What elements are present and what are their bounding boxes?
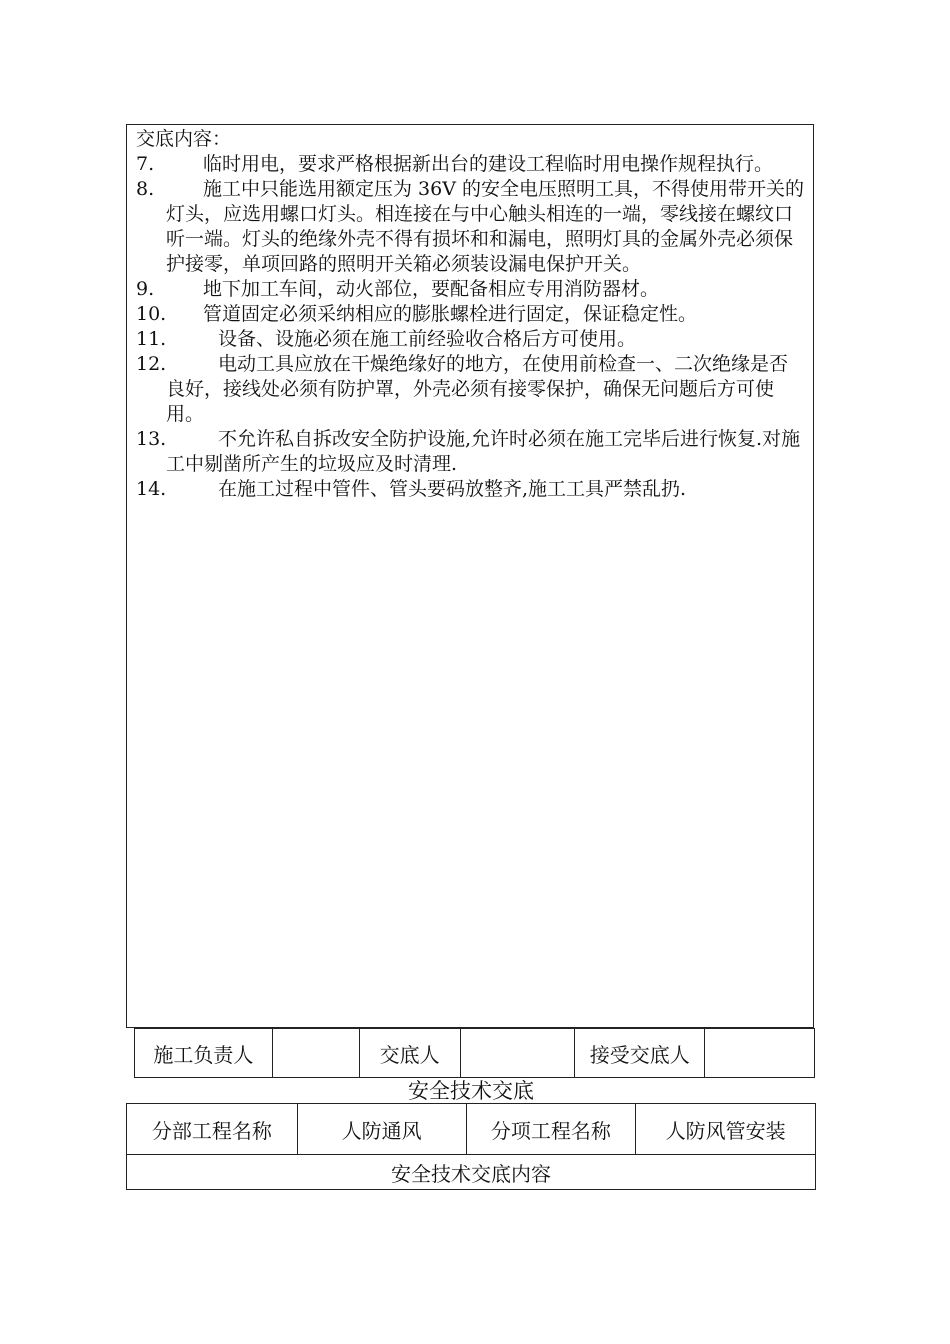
- list-item: [136, 177, 804, 277]
- division-name-value: 人防通风: [297, 1104, 466, 1155]
- item-number: 7.: [136, 153, 155, 175]
- receiver-field[interactable]: [705, 1029, 815, 1078]
- item-text: 施工中只能选用额定压为 36V 的安全电压照明工具，不得使用带开关的灯头，应选用螺口灯头。相连接在与中心触头相连的一端，零线接在螺纹口听一端。灯头的绝缘外壳不得有损坏和和漏电，照明灯具的金属外壳必须保护接零，单项回路的照明开关箱必须装设漏电保护开关。: [166, 178, 804, 275]
- item-number: 11.: [136, 328, 167, 350]
- item-text: 地下加工车间，动火部位，要配备相应专用消防器材。: [203, 278, 660, 300]
- list-item: [136, 327, 804, 352]
- content-header: 交底内容：: [136, 128, 232, 150]
- project-info-table: [126, 1103, 816, 1190]
- division-name-label: 分部工程名称: [127, 1104, 298, 1155]
- item-number: 12.: [136, 353, 167, 375]
- item-text: 临时用电，要求严格根据新出台的建设工程临时用电操作规程执行。: [203, 153, 774, 175]
- discloser-field[interactable]: [460, 1029, 575, 1078]
- item-number: 14.: [136, 478, 167, 500]
- discloser-label: 交底人: [359, 1029, 460, 1078]
- subdivision-name-label: 分项工程名称: [466, 1104, 636, 1155]
- list-item: [136, 152, 804, 177]
- site-manager-label: 施工负责人: [135, 1029, 273, 1078]
- content-heading: 安全技术交底内容: [127, 1155, 816, 1190]
- item-number: 13.: [136, 428, 167, 450]
- item-text: 在施工过程中管件、管头要码放整齐,施工工具严禁乱扔.: [218, 478, 687, 500]
- item-text: 不允许私自拆改安全防护设施,允许时必须在施工完毕后进行恢复.对施工中剔凿所产生的垃圾应及时清理.: [166, 428, 801, 475]
- section-title: 安全技术交底: [408, 1079, 534, 1103]
- list-item: [136, 352, 804, 427]
- item-number: 10.: [136, 303, 167, 325]
- item-text: 管道固定必须采纳相应的膨胀螺栓进行固定，保证稳定性。: [203, 303, 698, 325]
- site-manager-field[interactable]: [272, 1029, 359, 1078]
- list-item: [136, 427, 804, 477]
- receiver-label: 接受交底人: [575, 1029, 705, 1078]
- disclosure-content-box: [126, 124, 814, 1028]
- list-item: [136, 302, 804, 327]
- item-number: 9.: [136, 278, 155, 300]
- item-number: 8.: [136, 178, 155, 200]
- list-item: [136, 477, 804, 502]
- subdivision-name-value: 人防风管安装: [636, 1104, 816, 1155]
- item-text: 电动工具应放在干燥绝缘好的地方，在使用前检查一、二次绝缘是否良好，接线处必须有防护罩，外壳必须有接零保护，确保无问题后方可使用。: [166, 353, 789, 425]
- signature-table: [134, 1028, 815, 1078]
- list-item: [136, 277, 804, 302]
- item-text: 设备、设施必须在施工前经验收合格后方可使用。: [218, 328, 637, 350]
